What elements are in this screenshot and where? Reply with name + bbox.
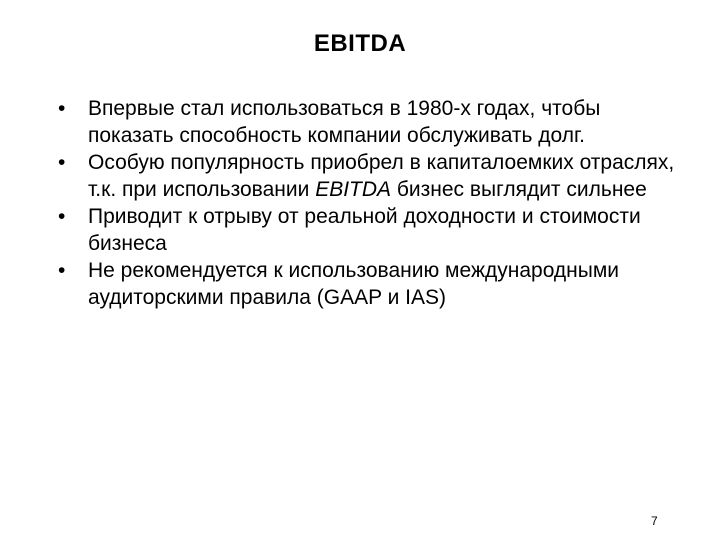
bullet-item bbox=[56, 257, 676, 311]
page-number: 7 bbox=[651, 514, 658, 528]
bullet-text: Не рекомендуется к использованию международными аудиторскими правила (GAAP и IAS) bbox=[88, 259, 620, 309]
bullet-list bbox=[56, 95, 676, 311]
bullet-item bbox=[56, 95, 676, 149]
bullet-text-part: Особую популярность приобрел в капиталоемких отраслях, т.к. при использовании bbox=[88, 151, 675, 201]
bullet-item bbox=[56, 203, 676, 257]
bullet-emphasis: EBITDA bbox=[315, 178, 392, 201]
bullet-text: Приводит к отрыву от реальной доходности и стоимости бизнеса bbox=[88, 205, 641, 255]
bullet-text-part: бизнес выглядит сильнее bbox=[391, 178, 647, 201]
bullet-marker: • bbox=[58, 151, 66, 174]
bullet-item bbox=[56, 149, 676, 203]
bullet-marker: • bbox=[58, 97, 66, 120]
bullet-marker: • bbox=[58, 205, 66, 228]
bullet-text: Впервые стал использоваться в 1980-х годах, чтобы показать способность компании обслуживать долг. bbox=[88, 97, 601, 147]
slide-title: EBITDA bbox=[313, 30, 407, 57]
bullet-marker: • bbox=[58, 259, 66, 282]
